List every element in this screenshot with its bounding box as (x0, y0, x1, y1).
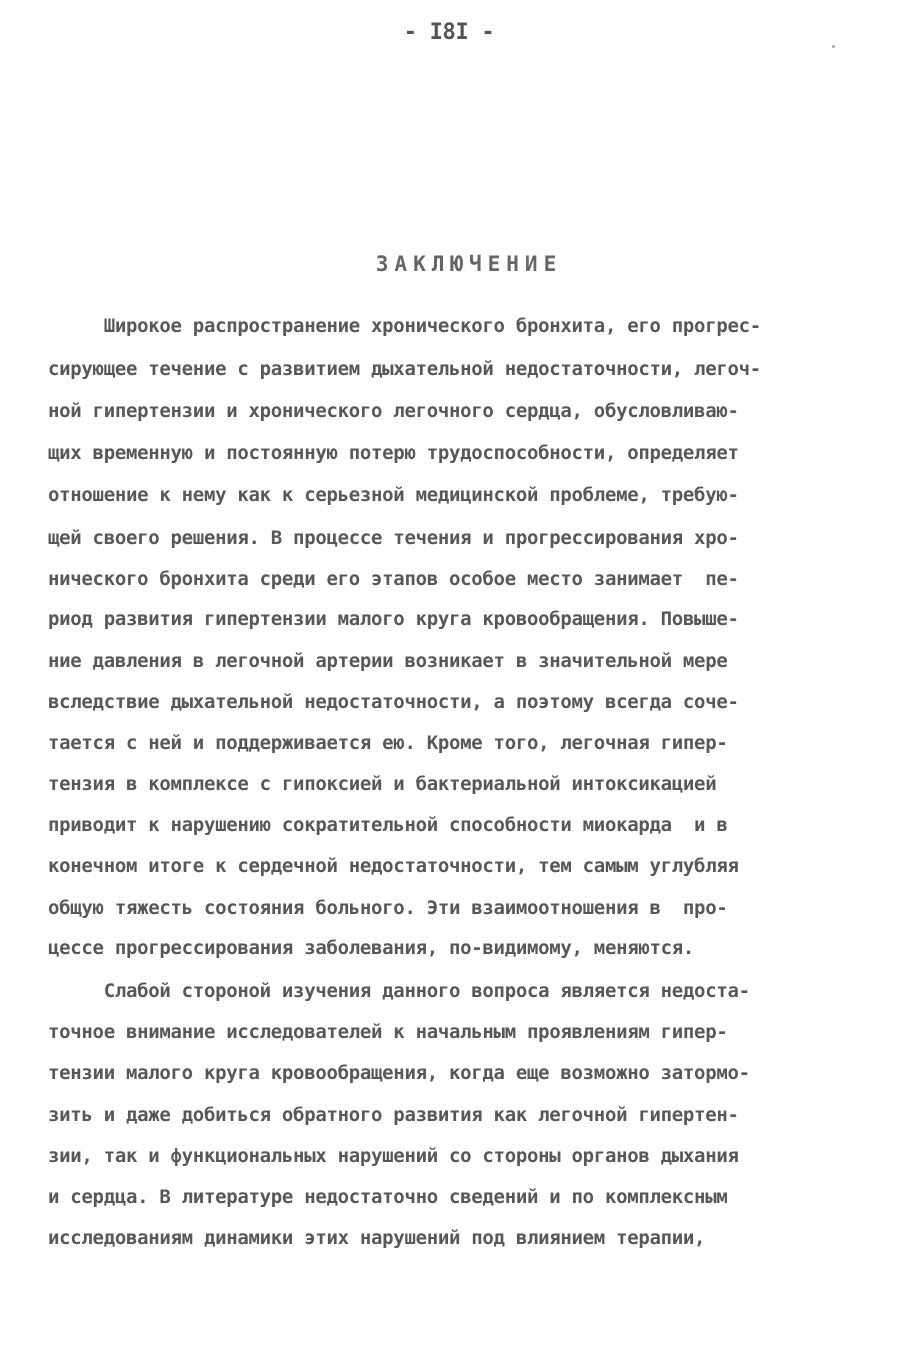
speck-mark (832, 45, 835, 48)
text-line: Слабой стороной изучения данного вопроса является недоста- (48, 980, 750, 1002)
text-line: приводит к нарушению сократительной способности миокарда и в (48, 814, 728, 836)
text-line: тензии малого круга кровообращения, когда еще возможно затормо- (48, 1062, 750, 1084)
text-line: щей своего решения. В процессе течения и прогрессирования хро- (48, 527, 739, 549)
text-line: нического бронхита среди его этапов особое место занимает пе- (48, 568, 739, 590)
text-line: Широкое распространение хронического бронхита, его прогрес- (48, 315, 761, 337)
text-line: конечном итоге к сердечной недостаточности, тем самым углубляя (48, 855, 739, 877)
text-line: общую тяжесть состояния больного. Эти взаимоотношения в про- (48, 897, 728, 919)
text-line: зить и даже добиться обратного развития как легочной гипертен- (48, 1104, 739, 1126)
text-line: риод развития гипертензии малого круга кровообращения. Повыше- (48, 608, 739, 630)
text-line: цессе прогрессирования заболевания, по-видимому, меняются. (48, 937, 695, 959)
text-line: вследствие дыхательной недостаточности, а поэтому всегда соче- (48, 691, 739, 713)
text-line: и сердца. В литературе недостаточно сведений и по комплексным (48, 1186, 728, 1208)
text-line: ние давления в легочной артерии возникает в значительной мере (48, 650, 728, 672)
text-line: отношение к нему как к серьезной медицинской проблеме, требую- (48, 484, 739, 506)
text-line: щих временную и постоянную потерю трудоспособности, определяет (48, 442, 739, 464)
page-number: - I8I - (403, 20, 495, 45)
text-line: тается с ней и поддерживается ею. Кроме того, легочная гипер- (48, 732, 728, 754)
section-heading: ЗАКЛЮЧЕНИЕ (375, 252, 563, 276)
text-line: точное внимание исследователей к начальным проявлениям гипер- (48, 1021, 728, 1043)
text-line: тензия в комплексе с гипоксией и бактериальной интоксикацией (48, 773, 717, 795)
text-line: ной гипертензии и хронического легочного сердца, обусловливаю- (48, 400, 739, 422)
text-line: сирующее течение с развитием дыхательной недостаточности, легоч- (48, 358, 761, 380)
text-line: зии, так и функциональных нарушений со стороны органов дыхания (48, 1145, 739, 1167)
text-line: исследованиям динамики этих нарушений под влиянием терапии, (48, 1227, 706, 1249)
